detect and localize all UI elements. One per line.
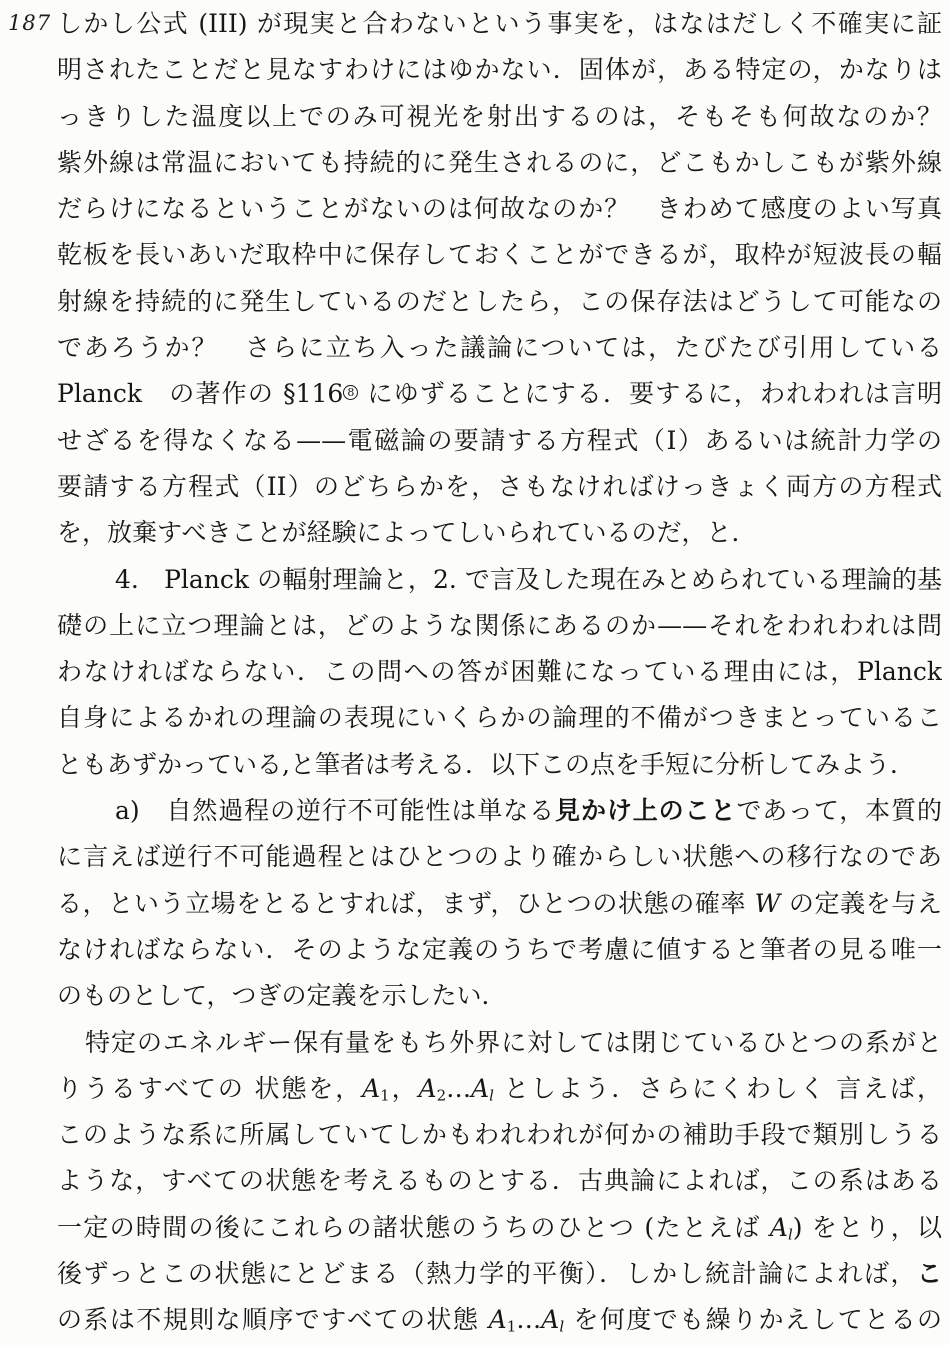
paragraph	[57, 788, 942, 1019]
text-line	[57, 94, 942, 140]
text-run: このような系に所属していてしかもわれわれが何かの補助手段で類別しうる	[57, 1120, 942, 1150]
text-run: を何度でも繰りかえしてとるの	[564, 1305, 942, 1335]
paragraph	[57, 1, 942, 557]
text-run: わなければならない．この問への答が困難になっている理由には，Planck	[57, 657, 942, 687]
math-variable: A	[362, 1073, 381, 1103]
text-line	[57, 557, 942, 603]
text-line	[57, 510, 942, 556]
text-line	[57, 1020, 942, 1066]
text-line	[57, 834, 942, 880]
math-subscript: l	[787, 1225, 793, 1244]
text-run: の定義を与え	[780, 888, 942, 918]
text-line	[57, 1205, 942, 1251]
text-run: せざるを得なくなる——電磁論の要請する方程式（I）あるいは統計力学の	[57, 425, 942, 455]
text-line	[57, 973, 942, 1019]
text-line	[57, 371, 942, 417]
math-subscript: 2	[436, 1086, 447, 1105]
math-variable: A	[471, 1073, 490, 1103]
text-run: であろうか？ さらに立ち入った議論については，たびたび引用している	[57, 333, 942, 363]
text-run: ともあずかっている,と筆者は考える．以下この点を手短に分析してみよう．	[57, 749, 915, 779]
body-text	[57, 1, 942, 1344]
math-variable: A	[769, 1212, 788, 1242]
text-line	[57, 1297, 942, 1343]
text-run: る，という立場をとるとすれば，まず，ひとつの状態の確率	[57, 888, 755, 918]
text-run: だらけになるということがないのは何故なのか？ きわめて感度のよい写真	[57, 194, 942, 224]
text-run: しかし公式 (III) が現実と合わないという事実を，はなはだしく不確実に証	[57, 9, 942, 38]
text-run: a) 自然過程の逆行不可能性は単なる	[115, 796, 556, 826]
text-run: ) をとり，以	[792, 1212, 942, 1242]
text-run: 一定の時間の後にこれらの諸状態のうちのひとつ (たとえば	[57, 1212, 770, 1242]
text-run: 礎の上に立つ理論とは，どのような関係にあるのか——それをわれわれは問	[57, 610, 942, 640]
text-run: 後ずっとこの状態にとどまる（熱力学的平衡）．しかし統計論によれば，	[57, 1259, 917, 1289]
text-run: 4. Planck の輻射理論と，2. で言及した現在みとめられている理論的基	[115, 564, 942, 594]
text-run: 乾板を長いあいだ取枠中に保存しておくことができるが，取枠が短波長の輻	[57, 240, 942, 270]
text-run: にゆずることにする．要するに，われわれは言明	[358, 379, 942, 409]
text-line	[57, 1251, 942, 1297]
text-run: 紫外線は常温においても持続的に発生されるのに，どこもかしこもが紫外線	[57, 147, 942, 177]
math-variable: A	[541, 1305, 560, 1335]
text-line	[57, 788, 942, 834]
text-run: のものとして，つぎの定義を示したい．	[57, 981, 507, 1011]
text-line	[57, 325, 942, 371]
text-line	[57, 418, 942, 464]
math-variable: W	[754, 888, 781, 918]
text-run: に言えば逆行不可能過程とはひとつのより確からしい状態への移行なのであ	[57, 842, 942, 872]
text-run: ような，すべての状態を考えるものとする．古典論によれば，この系はある	[57, 1166, 942, 1196]
text-run: 自身によるかれの理論の表現にいくらかの論理的不備がつきまとっているこ	[57, 703, 942, 733]
text-line	[57, 186, 942, 232]
text-line	[57, 603, 942, 649]
footnote-marker: 8	[343, 385, 358, 400]
math-subscript: l	[489, 1086, 494, 1105]
math-subscript: l	[559, 1317, 565, 1336]
text-line	[57, 464, 942, 510]
text-run: 特定のエネルギー保有量をもち外界に対しては閉じているひとつの系がと	[85, 1027, 942, 1057]
paragraph	[57, 557, 942, 788]
text-line	[57, 1112, 942, 1158]
text-line	[57, 232, 942, 278]
text-run: っきりした温度以上でのみ可視光を射出するのは，そもそも何故なのか？	[57, 101, 942, 131]
text-run: としよう．さらにくわしく 言えば，	[493, 1073, 942, 1103]
text-line	[57, 927, 942, 973]
math-variable: A	[418, 1073, 437, 1103]
text-line	[57, 1158, 942, 1204]
text-run: 明されたことだと見なすわけにはゆかない．固体が，ある特定の，かなりは	[57, 55, 942, 85]
math-subscript: 1	[506, 1317, 517, 1336]
text-line	[57, 47, 942, 93]
text-run: …	[516, 1305, 542, 1335]
text-run: であって，本質的	[736, 796, 942, 826]
text-run: 射線を持続的に発生しているのだとしたら，この保存法はどうして可能なの	[57, 286, 942, 316]
text-line	[57, 881, 942, 927]
text-line	[57, 1066, 942, 1112]
text-line	[57, 140, 942, 186]
text-line	[57, 695, 942, 741]
math-variable: A	[488, 1305, 507, 1335]
text-run: …	[446, 1073, 472, 1103]
paragraph	[57, 1020, 942, 1344]
text-run: Planck の著作の §116	[57, 379, 344, 409]
text-run: 要請する方程式（II）のどちらかを，さもなければけっきょく両方の方程式	[57, 471, 942, 501]
text-run: を，放棄すべきことが経験によってしいられているのだ，と．	[57, 518, 757, 548]
bold-emphasis: 見かけ上のこと	[555, 796, 737, 826]
text-line	[57, 742, 942, 788]
text-run: の系は不規則な順序ですべての状態	[57, 1305, 489, 1335]
bold-emphasis: こ	[916, 1259, 942, 1289]
math-subscript: 1	[380, 1086, 390, 1105]
text-run: なければならない．そのような定義のうちで考慮に値すると筆者の見る唯一	[57, 934, 942, 964]
text-line	[57, 279, 942, 325]
text-line	[57, 1, 942, 47]
page-number: 187	[8, 11, 52, 35]
text-run: りうるすべての 状態を，	[57, 1073, 363, 1103]
text-line	[57, 649, 942, 695]
text-run: ，	[389, 1073, 419, 1103]
